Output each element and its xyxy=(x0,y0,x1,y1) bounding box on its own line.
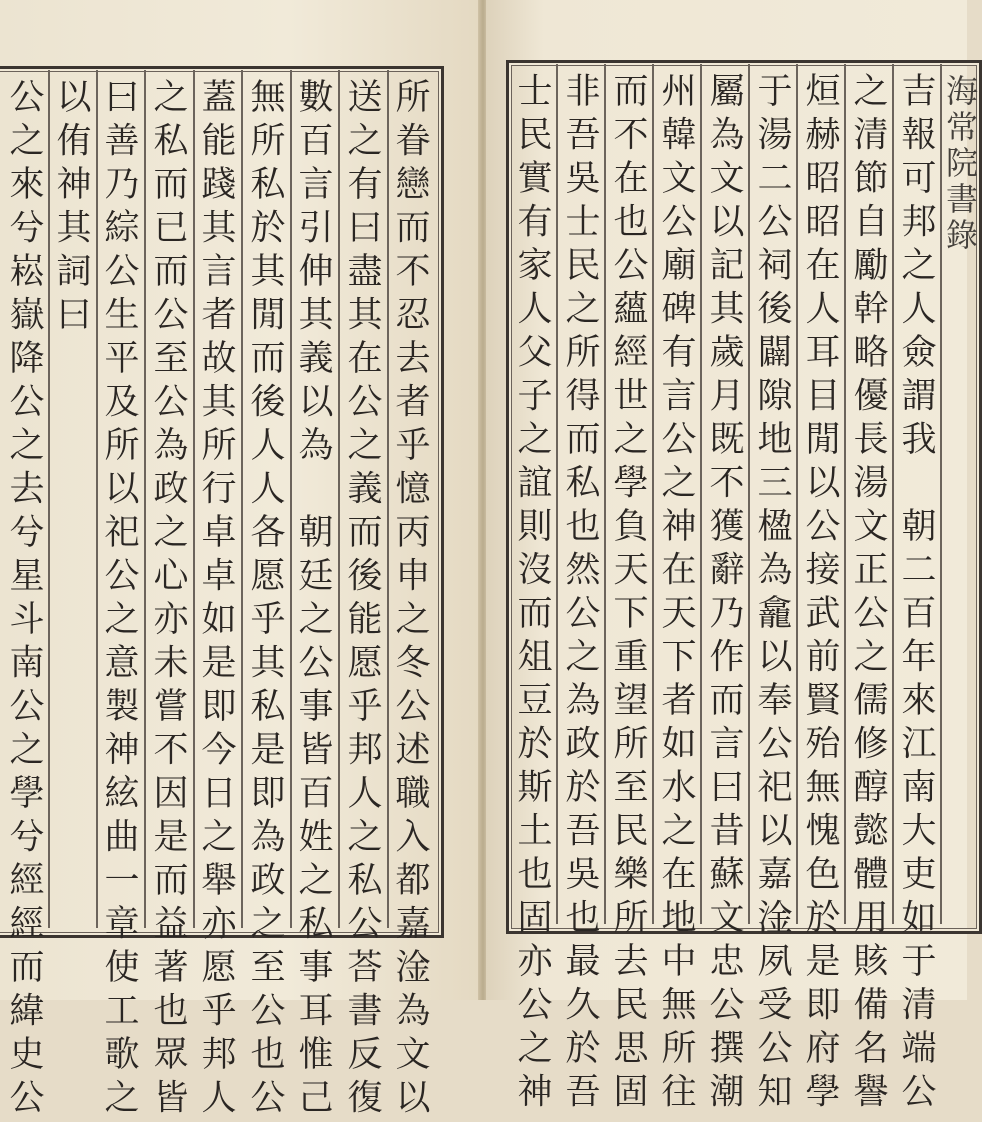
column-rule xyxy=(387,70,389,928)
text-column: 之清節自勵幹略優長湯文正公之儒修醇懿體用賅備名譽 xyxy=(848,72,888,1116)
column-rule xyxy=(290,70,292,928)
column-rule xyxy=(48,70,50,928)
text-column: 以侑神其詞曰 xyxy=(51,78,91,339)
column-rule xyxy=(144,70,146,928)
column-rule xyxy=(604,64,606,924)
text-column: 送之有曰盡其在公之義而後能愿乎邦人之私公荅書反復 xyxy=(342,78,382,1122)
text-column: 所眷戀而不忍去者乎憶丙申之冬公述職入都嘉淦為文以 xyxy=(390,78,430,1122)
text-column: 公之來兮崧嶽降公之去兮星斗南公之學兮經經而緯史公 xyxy=(4,78,44,1122)
column-rule xyxy=(338,70,340,928)
book-title-header: 海常院書錄 xyxy=(941,74,979,254)
column-rule xyxy=(748,64,750,924)
text-column: 無所私於其閒而後人人各愿乎其私是即為政之至公也公 xyxy=(245,78,285,1122)
column-rule xyxy=(556,64,558,924)
text-column: 州韓文公廟碑有言公之神在天下者如水之在地中無所往 xyxy=(656,72,696,1116)
column-rule xyxy=(700,64,702,924)
text-column: 士民實有家人父子之誼則沒而俎豆於斯土也固亦公之神 xyxy=(512,72,552,1116)
column-rule xyxy=(796,64,798,924)
text-column: 之私而已而公至公為政之心亦未嘗不因是而益著也眾皆 xyxy=(148,78,188,1122)
column-rule xyxy=(844,64,846,924)
text-column: 于湯二公祠後闢隙地三楹為龕以奉公祀以嘉淦夙受公知 xyxy=(752,72,792,1116)
text-column: 屬為文以記其歲月既不獲辭乃作而言曰昔蘇文忠公撰潮 xyxy=(704,72,744,1116)
column-rule xyxy=(96,70,98,928)
text-column: 非吾吳士民之所得而私也然公之為政於吾吳也最久於吾 xyxy=(560,72,600,1116)
text-column: 而不在也公蘊經世之學負天下重望所至民樂所去民思固 xyxy=(608,72,648,1116)
column-rule xyxy=(892,64,894,924)
column-rule xyxy=(241,70,243,928)
text-column: 蓋能踐其言者故其所行卓卓如是即今日之舉亦愿乎邦人 xyxy=(196,78,236,1122)
text-column: 數百言引伸其義以為 朝廷之公事皆百姓之私事耳惟己 xyxy=(293,78,333,1122)
column-rule xyxy=(652,64,654,924)
column-rule xyxy=(193,70,195,928)
text-column: 烜赫昭昭在人耳目閒以公接武前賢殆無愧色於是即府學 xyxy=(800,72,840,1116)
text-column: 吉報可邦之人僉謂我 朝二百年來江南大吏如于清端公 xyxy=(896,72,936,1116)
text-column: 曰善乃綜公生平及所以祀公之意製神絃曲一章使工歌之 xyxy=(99,78,139,1122)
